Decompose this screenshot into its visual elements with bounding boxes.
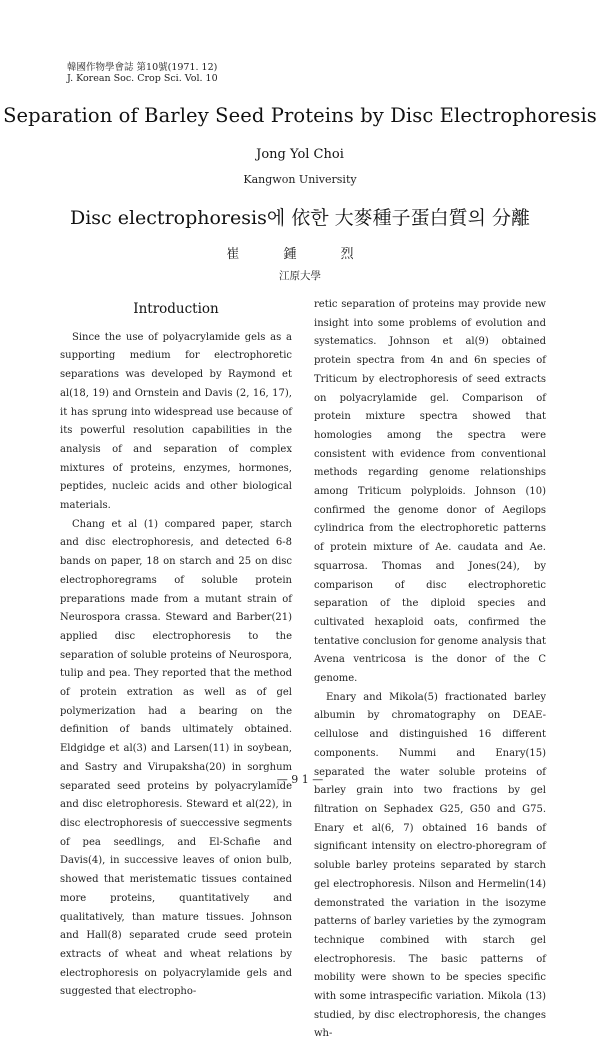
korean-author-name: 崔 鍾 烈 — [226, 247, 374, 262]
body-paragraph: retic separation of proteins may provide new insight into some problems of evolution and systematics. Johnson et al(9) obtained protein spectra from 4n and 6n species of Triticum by electrophoresis of seed extracts on polyacrylamide gel. Comparison of protein mixture spectra showed that homologies among the spectra were consistent with evidence from conventional methods regarding genome relationships among Triticum polyploids. Johnson (10) confirmed the genome donor of Aegilops cylindrica from the electrophoretic patterns of protein mixture of Ae. caudata and Ae. squarrosa. Thomas and Jones(24), by comparison of disc electrophoretic separation of the diploid species and cultivated hexaploid oats, confirmed the tentative conclusion for genome analysis that Avena ventricosa is the donor of the C genome. — [314, 299, 546, 685]
journal-citation-korean: 韓國作物學會誌 第10號(1971. 12) — [67, 62, 218, 73]
page-number: — 9 1 — — [276, 773, 324, 786]
journal-citation — [67, 62, 218, 84]
section-heading: Introduction — [133, 301, 219, 317]
journal-citation-english: J. Korean Soc. Crop Sci. Vol. 10 — [67, 73, 218, 84]
body-paragraph: Enary and Mikola(5) fractionated barley albumin by chromatography on DEAE-cellulose and distinguished 16 different components. Nummi and Enary(15) separated the water soluble proteins of barley grain into two fractions by gel filtration on Sephadex G25, G50 and G75. Enary et al(6, 7) obtained 16 bands of significant intensity on electro-phoregram of soluble barley proteins separated by starch gel electrophoresis. Nilson and Hermelin(14) demonstrated the variation in the isozyme patterns of barley varieties by the zymogram technique combined with starch gel electrophoresis. The basic patterns of mobility were shown to be species specific with some intraspecific variation. Mikola (13) studied, by disc electrophoresis, the changes wh- — [314, 691, 546, 1040]
korean-title: Disc electrophoresis에 依한 大麥種子蛋白質의 分離 — [69, 207, 531, 229]
left-column — [60, 296, 292, 1002]
paper-title: Separation of Barley Seed Proteins by Disc Electrophoresis — [3, 104, 597, 127]
author-name: Jong Yol Choi — [256, 147, 344, 162]
korean-affiliation: 江原大學 — [279, 270, 321, 282]
body-paragraph: Chang et al (1) compared paper, starch and disc electrophoresis, and detected 6-8 bands on paper, 18 on starch and 25 on disc electrophoregrams of soluble protein preparations made from a mutant strain of Neurospora crassa. Steward and Barber(21) applied disc electrophoresis to the separation of soluble proteins of Neurospora, tulip and pea. They reported that the method of protein extration as well as of gel polymerization had a bearing on the definition of bands ultimately obtained. Eldgidge et al(3) and Larsen(11) in soybean, and Sastry and Virupaksha(20) in sorghum separated seed proteins by polyacrylamide and disc eletrophoresis. Steward et al(22), in disc electrophoresis of sueccessive segments of pea seedlings, and El-Schafie and Davis(4), in successive leaves of onion bulb, showed that meristematic tissues contained more proteins, quantitatively and qualitatively, than mature tissues. Johnson and Hall(8) separated crude seed protein extracts of wheat and wheat relations by electrophoresis on polyacrylamide gels and suggested that electropho- — [60, 518, 292, 998]
body-paragraph: Since the use of polyacrylamide gels as a supporting medium for electrophoretic separations was developed by Raymond et al(18, 19) and Ornstein and Davis (2, 16, 17), it has sprung into widespread use because of its powerful resolution capabilities in the analysis of and separation of complex mixtures of proteins, enzymes, hormones, peptides, nucleic acids and other biological materials. — [60, 331, 292, 512]
author-affiliation: Kangwon University — [243, 173, 357, 186]
right-column — [314, 296, 546, 1044]
